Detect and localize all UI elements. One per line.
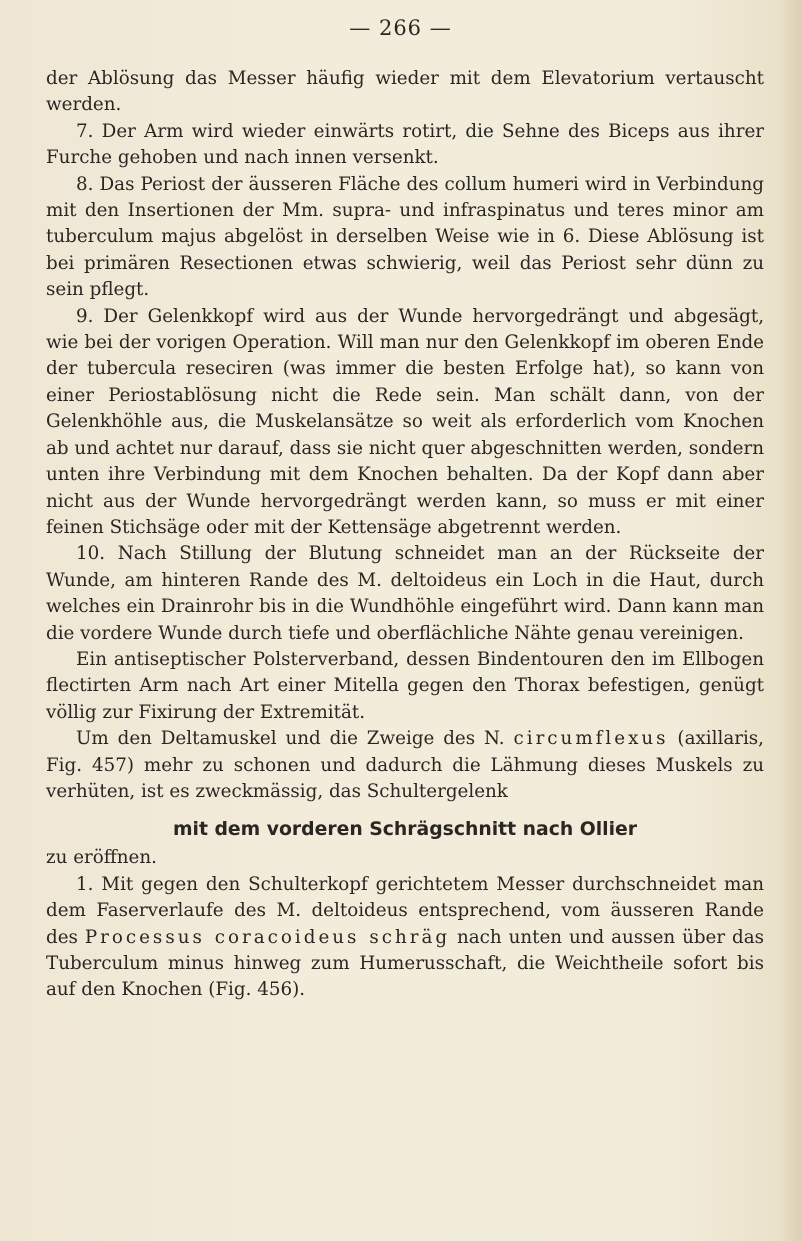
- paragraph-step-10: 10. Nach Stillung der Blutung schneidet man an der Rückseite der Wunde, am hinteren Rande des M. deltoideus ein Loch in die Haut, durch welches ein Drainrohr bis in die Wundhöhle eingeführt wird. Dann kann man die vordere Wunde durch tiefe und oberflächliche Nähte genau vereinigen.: [46, 543, 764, 644]
- paragraph-open-joint: zu eröffnen.: [46, 847, 157, 869]
- page-number: — 266 —: [349, 16, 452, 40]
- circumflexus-text-before: Um den Deltamuskel und die Zweige des N.: [76, 728, 514, 750]
- circumflexus-text-after: (axillaris, Fig. 457) mehr zu schonen und dadurch die Lähmung dieses Muskels zu verhüten, ist es zweckmässig, das Schultergelenk: [46, 728, 764, 802]
- paragraph-step-1: [46, 872, 764, 1004]
- paragraph-continuation: der Ablösung das Messer häufig wieder mit dem Elevatorium vertauscht werden.: [46, 68, 764, 116]
- circumflexus-spaced-term: circumflexus: [513, 728, 669, 750]
- paragraph-step-9: 9. Der Gelenkkopf wird aus der Wunde hervorgedrängt und abgesägt, wie bei der vorigen Operation. Will man nur den Gelenkkopf im oberen Ende der tubercula reseciren (was immer die besten Erfolge hat), so kann von einer Periostablösung nicht die Rede sein. Man schält dann, von der Gelenkhöhle aus, die Muskelansätze so weit als erforderlich vom Knochen ab und achtet nur darauf, dass sie nicht quer abgeschnitten werden, sondern unten ihre Verbindung mit dem Knochen behalten. Da der Kopf dann aber nicht aus der Wunde hervorgedrängt werden kann, so muss er mit einer feinen Stichsäge oder mit der Kettensäge abgetrennt werden.: [46, 305, 764, 538]
- step1-text-before: 1. Mit gegen den Schulterkopf gerichtetem Messer durchschneidet man dem Faserverlaufe des M. deltoideus entsprechend, vom äusseren Rande des: [46, 873, 764, 948]
- page-edge-shadow: [779, 0, 801, 1241]
- paragraph-step-8: 8. Das Periost der äusseren Fläche des collum humeri wird in Verbindung mit den Insertionen der Mm. supra- und infraspinatus und teres minor am tuberculum majus abgelöst in derselben Weise wie in 6. Diese Ablösung ist bei primären Resectionen etwas schwierig, weil das Periost sehr dünn zu sein pflegt.: [46, 173, 764, 301]
- page-body: [46, 66, 764, 1004]
- paragraph-circumflexus: [46, 726, 764, 805]
- paragraph-bandage: Ein antiseptischer Polsterverband, dessen Bindentouren den im Ellbogen flectirten Arm nach Art einer Mitella gegen den Thorax befestigen, genügt völlig zur Fixirung der Extremität.: [46, 648, 764, 723]
- step1-spaced-term: Processus coracoideus schräg: [84, 926, 451, 948]
- section-heading: mit dem vorderen Schrägschnitt nach Ollier: [172, 819, 638, 841]
- step1-text-after: nach unten und aussen über das Tuberculum minus hinweg zum Humerusschaft, die Weichtheile sofort bis auf den Knochen (Fig. 456).: [46, 926, 765, 1001]
- paragraph-step-7: 7. Der Arm wird wieder einwärts rotirt, die Sehne des Biceps aus ihrer Furche gehoben und nach innen versenkt.: [46, 120, 764, 169]
